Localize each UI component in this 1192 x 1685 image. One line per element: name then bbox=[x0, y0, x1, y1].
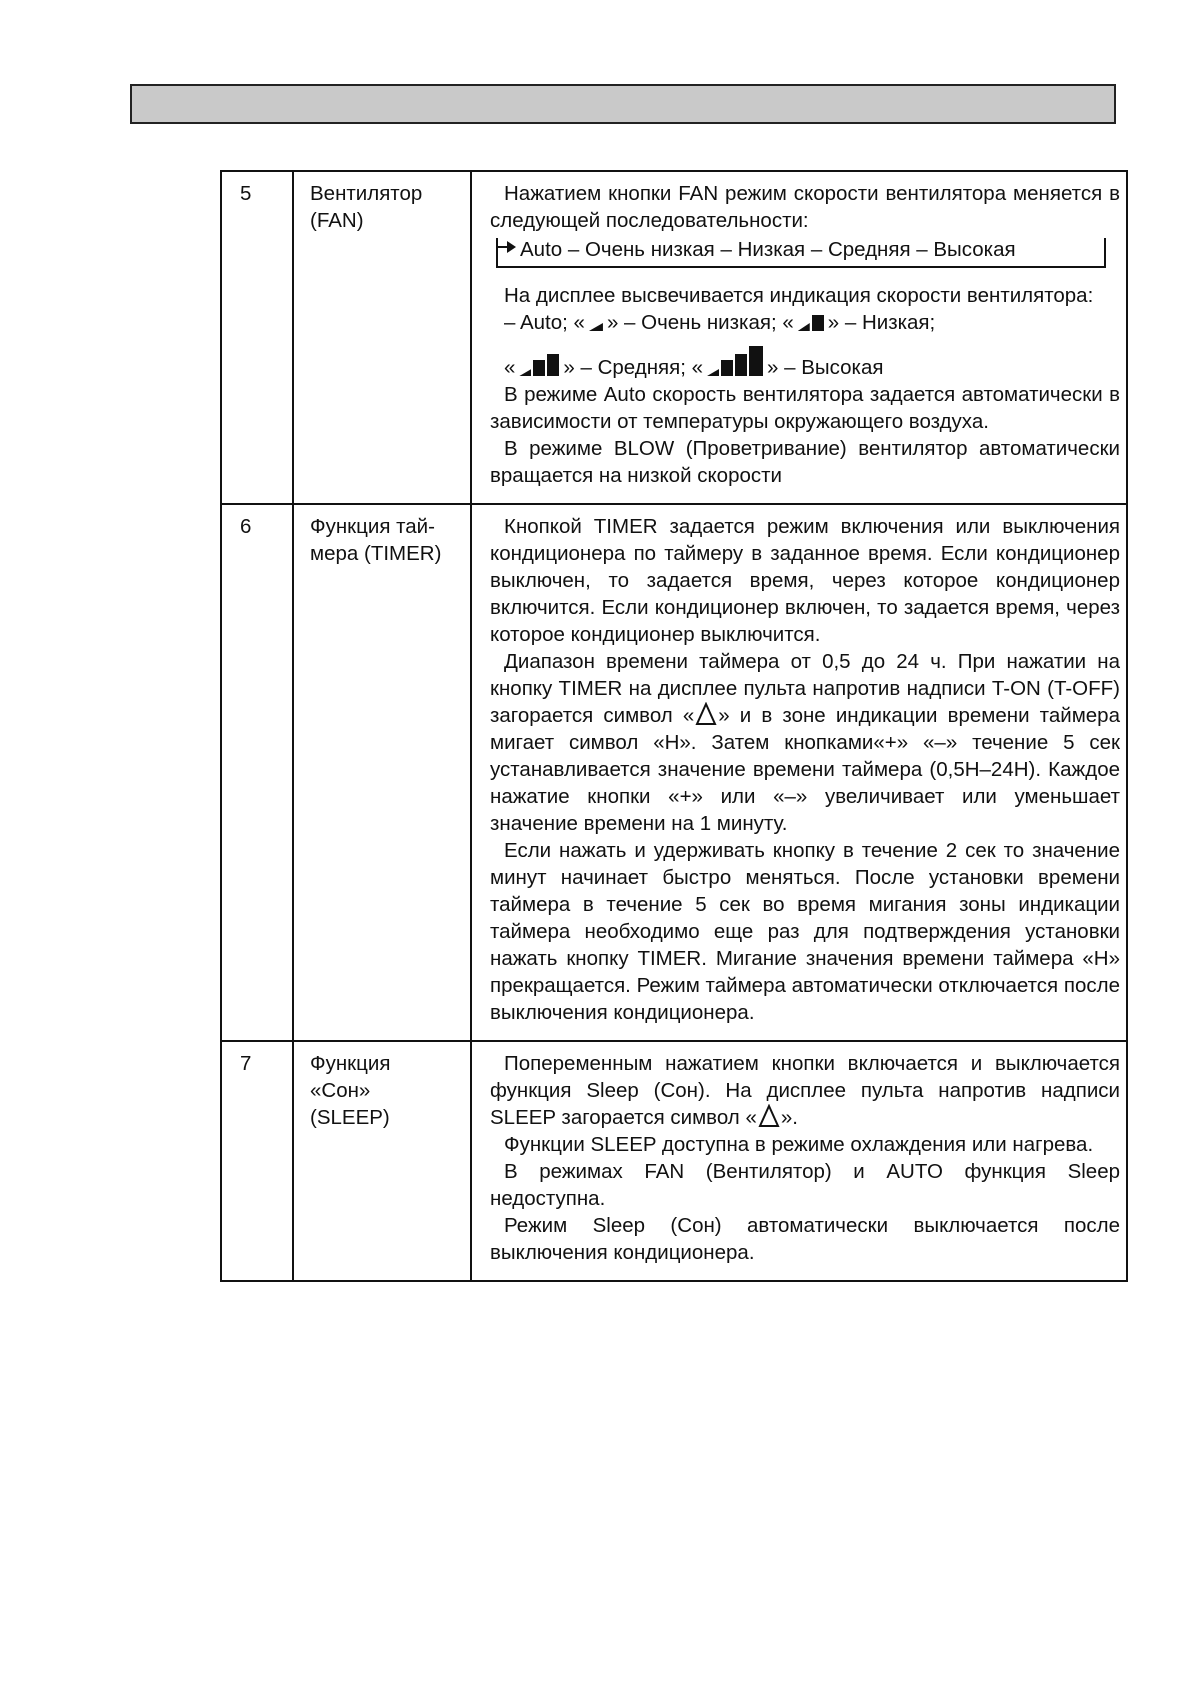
fan-speed-2-bars-icon bbox=[798, 315, 824, 331]
row-description bbox=[471, 1041, 1127, 1281]
header-bar bbox=[130, 84, 1116, 124]
paragraph-text: Диапазон времени таймера от 0,5 до 24 ч. При нажатии на кнопку TIMER на дисплее пульта напротив надписи T-ON (T-OFF) загорается символ « bbox=[490, 650, 1120, 727]
table-row bbox=[221, 1041, 1127, 1281]
description-paragraph bbox=[490, 1050, 1120, 1131]
spec-table bbox=[220, 170, 1128, 1282]
paragraph-text: ». bbox=[780, 1106, 798, 1129]
fan-indicator-line bbox=[490, 346, 1120, 381]
fan-speed-3-bars-icon bbox=[519, 354, 559, 376]
indicator-text: « bbox=[504, 356, 516, 379]
description-paragraph: Функции SLEEP доступна в режиме охлаждения или нагрева. bbox=[504, 1133, 1094, 1156]
fan-indicator-line bbox=[490, 309, 1120, 336]
row-description bbox=[471, 171, 1127, 504]
description-paragraph: Если нажать и удерживать кнопку в течение 2 сек то значение минут начинает быстро меняться. После установки времени таймера в течение 5 сек во время мигания зоны индикации таймера необходимо еще раз для подтверждения установки нажать кнопку TIMER. Мигание значения времени таймера «H» прекращается. Режим таймера автоматически отключается после выключения кондиционера. bbox=[490, 839, 1120, 1024]
table-row bbox=[221, 504, 1127, 1041]
indicator-text: » – Очень низкая; « bbox=[606, 311, 794, 334]
arrow-right-icon bbox=[496, 246, 512, 248]
function-name-line: мера (TIMER) bbox=[310, 542, 442, 565]
description-paragraph: В режимах FAN (Вентилятор) и AUTO функция Sleep недоступна. bbox=[490, 1160, 1120, 1210]
row-function-name bbox=[293, 504, 471, 1041]
row-description bbox=[471, 504, 1127, 1041]
indicator-text: » – Высокая bbox=[767, 356, 884, 379]
speed-sequence-loop bbox=[496, 238, 1106, 268]
row-number: 7 bbox=[221, 1041, 293, 1281]
fan-speed-1-bars-icon bbox=[589, 323, 603, 331]
fan-speed-4-bars-icon bbox=[707, 346, 763, 376]
function-name-line: Функция bbox=[310, 1052, 391, 1075]
description-paragraph bbox=[490, 648, 1120, 837]
triangle-icon bbox=[695, 702, 717, 726]
row-number: 6 bbox=[221, 504, 293, 1041]
paragraph-text: Попеременным нажатием кнопки включается и выключается функция Sleep (Сон). На дисплее пульта напротив надписи SLEEP загорается символ « bbox=[490, 1052, 1120, 1129]
description-paragraph: Режим Sleep (Сон) автоматически выключается после выключения кондиционера. bbox=[490, 1214, 1120, 1264]
function-name-line: Вентилятор bbox=[310, 182, 423, 205]
paragraph-text: » и в зоне индикации времени таймера мигает символ «H». Затем кнопками«+» «–» течение 5 сек устанавливается значение времени таймера (0,5H–24H). Каждое нажатие кнопки «+» или «–» увеличивает или уменьшает значение времени на 1 минуту. bbox=[490, 704, 1120, 835]
function-name-line: (FAN) bbox=[310, 209, 364, 232]
description-paragraph: Кнопкой TIMER задается режим включения или выключения кондиционера по таймеру в заданное время. Если кондиционер выключен, то задается время, через которое кондиционер включится. Если кондиционер включен, то задается время, через которое кондиционер выключится. bbox=[490, 515, 1120, 646]
row-number: 5 bbox=[221, 171, 293, 504]
indicator-text: – Auto; « bbox=[504, 311, 585, 334]
indicator-text: » – Средняя; « bbox=[563, 356, 704, 379]
indicator-text: » – Низкая; bbox=[827, 311, 936, 334]
function-name-line: (SLEEP) bbox=[310, 1106, 390, 1129]
description-paragraph: В режиме Auto скорость вентилятора задается автоматически в зависимости от температуры окружающего воздуха. bbox=[490, 383, 1120, 433]
table-row bbox=[221, 171, 1127, 504]
description-paragraph: Нажатием кнопки FAN режим скорости вентилятора меняется в следующей последовательности: bbox=[490, 182, 1120, 232]
speed-sequence-text: Auto – Очень низкая – Низкая – Средняя – Высокая bbox=[516, 236, 1022, 263]
row-function-name bbox=[293, 171, 471, 504]
function-name-line: Функция тай- bbox=[310, 515, 435, 538]
row-function-name bbox=[293, 1041, 471, 1281]
triangle-icon bbox=[758, 1104, 780, 1128]
description-paragraph: На дисплее высвечивается индикация скорости вентилятора: bbox=[504, 284, 1094, 307]
description-paragraph: В режиме BLOW (Проветривание) вентилятор автоматически вращается на низкой скорости bbox=[490, 437, 1120, 487]
function-name-line: «Сон» bbox=[310, 1079, 371, 1102]
